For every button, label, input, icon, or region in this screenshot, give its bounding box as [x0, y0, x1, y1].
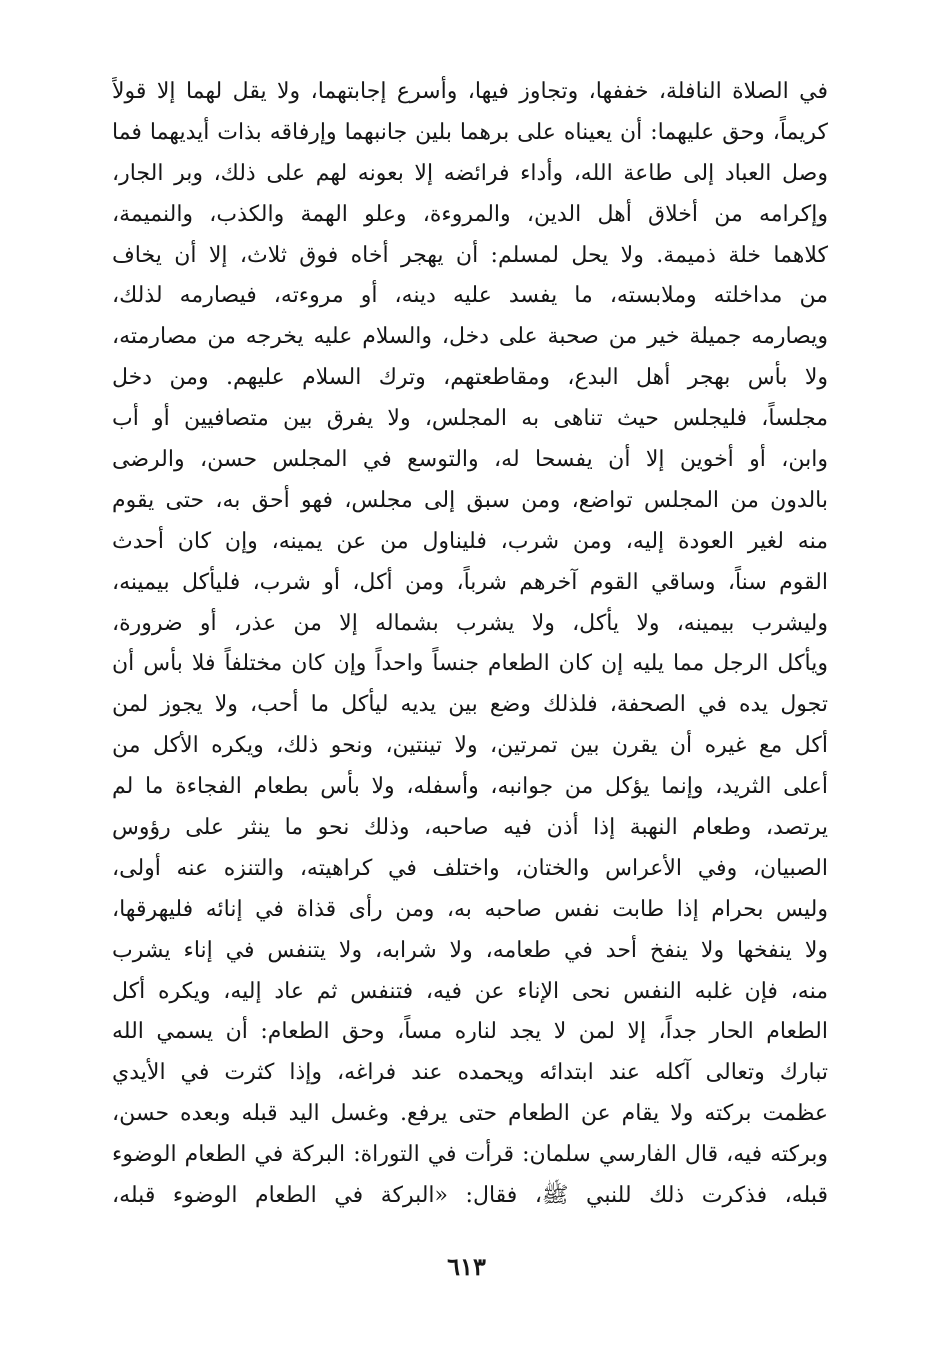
text-line: ولا ينفخها ولا ينفخ أحد في طعامه، ولا شرابه، ولا يتنفس في إناء يشرب [112, 937, 828, 963]
text-line: وصل العباد إلى طاعة الله، وأداء فرائضه إلا بعونه لهم على ذلك، وبر الجار، [112, 160, 828, 186]
text-line: بالدون من المجلس تواضع، ومن سبق إلى مجلس، فهو أحق به، حتى يقوم [112, 487, 828, 513]
text-line: وليشرب بيمينه، ولا يأكل، ولا يشرب بشماله إلا من عذر، أو ضرورة، [112, 610, 828, 636]
text-line: ويأكل الرجل مما يليه إن كان الطعام جنساً واحداً وإن كان مختلفاً فلا بأس أن [112, 651, 828, 677]
text-line: وابن، أو أخوين إلا أن يفسحا له، والتوسع في المجلس حسن، والرضى [112, 447, 828, 473]
text-line: الصبيان، وفي الأعراس والختان، واختلف في كراهيته، والتنزه عنه أولى، [112, 855, 828, 881]
text-line: وليس بحرام إذا طابت نفس صاحبه به، ومن رأى قذاة في إنائه فليهرقها، [112, 896, 828, 922]
text-line: تبارك وتعالى آكله عند ابتدائه ويحمده عند فراغه، وإذا كثرت في الأيدي [112, 1060, 828, 1086]
text-line: القوم سناً، وساقي القوم آخرهم شرباً، ومن أكل، أو شرب، فليأكل بيمينه، [112, 569, 828, 595]
text-line: قبله، فذكرت ذلك للنبي ﷺ، فقال: «البركة في الطعام الوضوء قبله، [112, 1183, 828, 1209]
text-line: ويصارمه جميلة خير من صحبة على دخل، والسلام عليه يخرجه من مصارمته، [112, 324, 828, 350]
text-line: تجول يده في الصحفة، فلذلك وضع بين يديه ليأكل ما أحب، ولا يجوز لمن [112, 692, 828, 718]
text-line: منه لغير العودة إليه، ومن شرب، فليناول من عن يمينه، وإن كان أحدث [112, 528, 828, 554]
text-line: كلاهما خلة ذميمة. ولا يحل لمسلم: أن يهجر أخاه فوق ثلاث، إلا أن يخاف [112, 242, 828, 268]
body-text [112, 72, 828, 1217]
page-number: ٦١٣ [447, 1252, 486, 1281]
text-line: الطعام الحار جداً، إلا لمن لا يجد لناره مساً، وحق الطعام: أن يسمي الله [112, 1019, 828, 1045]
text-line: منه، فإن غلبه النفس نحى الإناء عن فيه، فتنفس ثم عاد إليه، ويكره أكل [112, 978, 828, 1004]
text-line: أكل مع غيره أن يقرن بين تمرتين، ولا تينتين، ونحو ذلك، ويكره الأكل من [112, 733, 828, 759]
text-line: كريماً، وحق عليهما: أن يعيناه على برهما بلين جانبهما وإرفاقه بذات أيديهما فما [112, 119, 828, 145]
text-line: وبركته فيه، قال الفارسي سلمان: قرأت في التوراة: البركة في الطعام الوضوء [112, 1142, 828, 1168]
text-line: ولا بأس بهجر أهل البدع، ومقاطعتهم، وترك السلام عليهم. ومن دخل [112, 365, 828, 391]
text-line: من مداخلته وملابسته، ما يفسد عليه دينه، أو مروءته، فيصارمه لذلك، [112, 283, 828, 309]
text-line: عظمت بركته ولا يقام عن الطعام حتى يرفع. وغسل اليد قبله وبعده حسن، [112, 1101, 828, 1127]
text-line: وإكرامه من أخلاق أهل الدين، والمروءة، وعلو الهمة والكذب، والنميمة، [112, 201, 828, 227]
text-line: يرتصد، وطعام النهبة إذا أذن فيه صاحبه، وذلك نحو ما ينثر على رؤوس [112, 815, 828, 841]
text-line: مجلساً، فليجلس حيث تناهى به المجلس، ولا يفرق بين متصافيين أو أب [112, 406, 828, 432]
text-line: أعلى الثريد، وإنما يؤكل من جوانبه، وأسفله، ولا بأس بطعام الفجاءة ما لم [112, 774, 828, 800]
text-line: في الصلاة النافلة، خففها، وتجاوز فيها، وأسرع إجابتهما، ولا يقل لهما إلا قولاً [112, 79, 828, 104]
